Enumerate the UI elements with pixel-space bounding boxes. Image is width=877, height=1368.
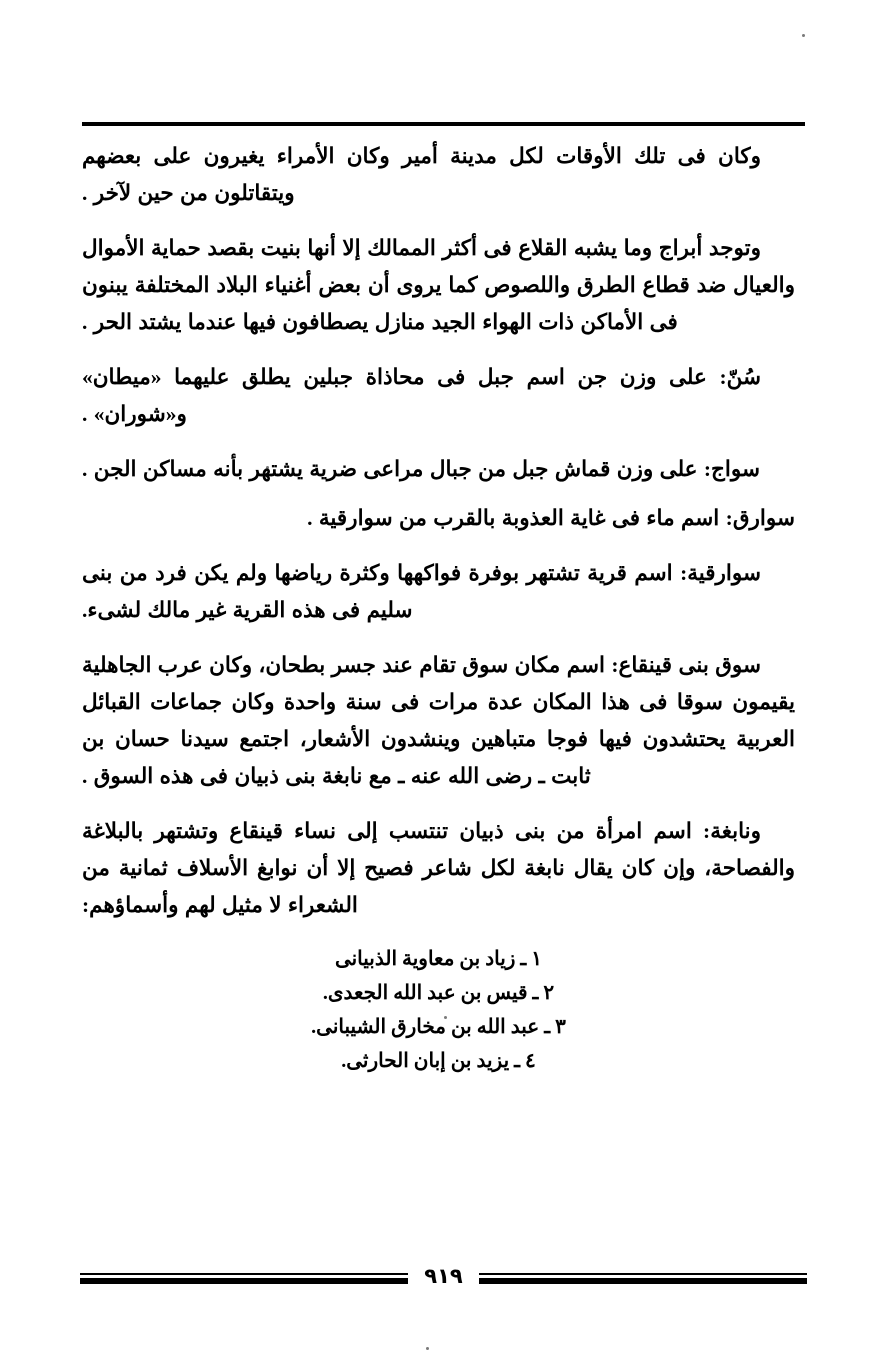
paragraph-text: وكان فى تلك الأوقات لكل مدينة أمير وكان الأمراء يغيرون على بعضهم ويتقاتلون من حين لآخر . <box>82 144 761 205</box>
list-item: ١ ـ زياد بن معاوية الذبيانى <box>334 948 543 970</box>
footer-rule-left <box>80 1270 408 1284</box>
entry-definition: اسم امرأة من بنى ذبيان تنتسب إلى نساء قينقاع وتشتهر بالبلاغة والفصاحة، وإن كان يقال نابغة لكل شاعر فصيح إلا أن نوابغ الأسلاف ثمانية من الشعراء لا مثيل لهم وأسماؤهم: <box>82 819 795 917</box>
page-body <box>82 138 795 1078</box>
header-rule <box>82 122 805 126</box>
list-item: ٣ ـ عبد الله بن مخارق الشيبانى. <box>311 1016 566 1038</box>
entry-headword: سوارق: <box>725 506 795 530</box>
entry-definition: اسم ماء فى غاية العذوبة بالقرب من سوارقية . <box>307 506 720 530</box>
entry-suq-bani-qaynuqa <box>82 647 795 795</box>
entry-nabigha <box>82 813 795 924</box>
page-footer <box>80 1264 807 1308</box>
entry-headword: سوارقية: <box>680 561 762 585</box>
print-speck <box>802 34 805 37</box>
entry-headword: ونابغة: <box>703 819 762 843</box>
paragraph-text: وتوجد أبراج وما يشبه القلاع فى أكثر الممالك إلا أنها بنيت بقصد حماية الأموال والعيال ضد قطاع الطرق واللصوص كما يروى أن بعض أغنياء البلاد المختلفة يبنون فى الأماكن ذات الهواء الجيد منازل يصطافون فيها عندما يشتد الحر . <box>82 236 795 334</box>
entry-suwariqiyya <box>82 555 795 629</box>
list-item: ٤ ـ يزيد بن إبان الحارثى. <box>341 1050 536 1072</box>
entry-definition: اسم مكان سوق تقام عند جسر بطحان، وكان عرب الجاهلية يقيمون سوقا فى هذا المكان عدة مرات فى سنة واحدة وكان جماعات القبائل العربية يحتشدون فيها فوجا متباهين وينشدون الأشعار، اجتمع سيدنا حسان بن ثابت ـ رضى الله عنه ـ مع نابغة بنى ذبيان فى هذه السوق . <box>82 653 795 788</box>
entry-headword: سوق بنى قينقاع: <box>611 653 762 677</box>
footer-rule-thick <box>80 1278 408 1284</box>
page-number: ٩١٩ <box>424 1264 463 1288</box>
paragraph-emirs <box>82 138 795 212</box>
entry-definition: اسم قرية تشتهر بوفرة فواكهها وكثرة رياضها ولم يكن فرد من بنى سليم فى هذه القرية غير مالك لشىء. <box>82 561 673 622</box>
entry-suwariq <box>82 500 795 537</box>
entry-suwaj <box>82 451 795 488</box>
paragraph-castles <box>82 230 795 341</box>
entry-definition: على وزن جن اسم جبل فى محاذاة جبلين يطلق عليهما «ميطان» و«شوران» . <box>82 365 707 426</box>
footer-rule-right <box>479 1270 807 1284</box>
poet-list <box>82 942 795 1078</box>
footer-rule-thin <box>479 1273 807 1275</box>
entry-sunn <box>82 359 795 433</box>
entry-headword: سواج: <box>703 457 761 481</box>
print-speck <box>426 1347 429 1350</box>
list-item: ٢ ـ قيس بن عبد الله الجعدى. <box>322 982 555 1004</box>
footer-rule-thin <box>80 1273 408 1275</box>
entry-definition: على وزن قماش جبل من جبال مراعى ضرية يشتهر بأنه مساكن الجن . <box>82 457 698 481</box>
entry-headword: سُنّ: <box>719 365 761 389</box>
footer-rule-thick <box>479 1278 807 1284</box>
